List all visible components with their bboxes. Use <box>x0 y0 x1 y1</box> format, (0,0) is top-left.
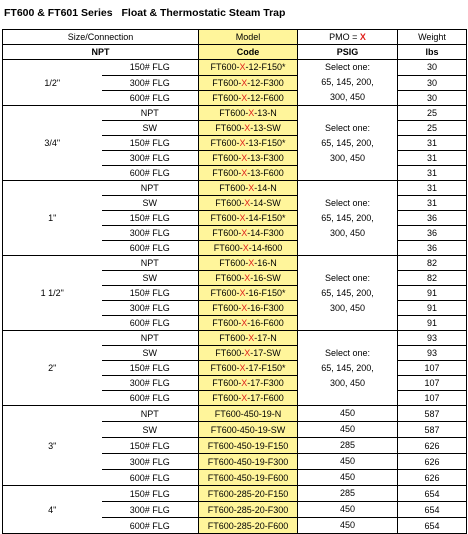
pmo-cell <box>298 331 398 346</box>
model-code-part: -17-F150* <box>245 363 286 373</box>
model-code-part: FT600-450-19-F150 <box>207 440 289 451</box>
model-code-part: -12-F300 <box>247 77 284 88</box>
pmo-x-marker: X <box>239 138 246 148</box>
pmo-cell <box>298 316 398 331</box>
connection-cell: NPT <box>102 256 199 271</box>
model-code-part: FT600- <box>210 363 240 373</box>
model-code-part: -14-N <box>254 183 277 193</box>
model-code-part: FT600- <box>215 198 245 208</box>
model-code-cell <box>199 486 298 502</box>
pmo-cell: 450 <box>298 518 398 534</box>
model-code-part: FT600- <box>210 138 240 148</box>
weight-cell: 36 <box>398 211 467 226</box>
pmo-x-marker: X <box>239 363 246 373</box>
model-code-cell <box>199 106 298 121</box>
pmo-cell <box>298 256 398 271</box>
pmo-select-text: 300, 450 <box>298 151 398 166</box>
model-code-cell <box>199 518 298 534</box>
connection-cell: 300# FLG <box>102 301 199 316</box>
pmo-select-text: 65, 145, 200, <box>298 211 398 226</box>
model-code-part: FT600- <box>215 273 245 283</box>
weight-cell: 107 <box>398 376 467 391</box>
weight-header: Weight <box>398 30 467 45</box>
pmo-x-marker: X <box>248 183 255 193</box>
model-code-part: FT600-285-20-F150 <box>207 488 289 499</box>
model-code-part: -17-SW <box>250 348 281 358</box>
model-code-cell <box>199 211 298 226</box>
pmo-x-marker: X <box>244 198 251 208</box>
model-code-part: FT600- <box>219 333 249 343</box>
model-code-part: FT600-450-19-SW <box>210 424 286 435</box>
pmo-cell <box>298 166 398 181</box>
model-code-part: FT600- <box>212 77 242 88</box>
size-cell: 3/4" <box>3 106 102 181</box>
weight-cell: 626 <box>398 454 467 470</box>
model-code-cell <box>199 151 298 166</box>
connection-cell: 150# FLG <box>102 136 199 151</box>
model-code-part: -17-F600 <box>247 393 284 403</box>
model-code-cell <box>199 331 298 346</box>
pmo-label: PMO = <box>329 32 358 42</box>
connection-cell: 150# FLG <box>102 60 199 76</box>
connection-cell: 300# FLG <box>102 454 199 470</box>
model-code-part: FT600- <box>213 243 243 253</box>
model-code-cell <box>199 241 298 256</box>
model-code-part: FT600- <box>212 303 242 313</box>
model-code-part: FT600- <box>212 168 242 178</box>
connection-cell: 150# FLG <box>102 286 199 301</box>
connection-cell: 600# FLG <box>102 166 199 181</box>
pmo-x-marker: X <box>248 108 255 118</box>
weight-cell: 91 <box>398 301 467 316</box>
pmo-cell: 450 <box>298 470 398 486</box>
connection-cell: 150# FLG <box>102 361 199 376</box>
product-description: Float & Thermostatic Steam Trap <box>121 7 286 19</box>
table-row <box>3 256 467 271</box>
weight-cell: 93 <box>398 331 467 346</box>
pmo-select-text: 65, 145, 200, <box>298 75 398 90</box>
weight-cell: 654 <box>398 518 467 534</box>
weight-cell: 91 <box>398 316 467 331</box>
model-code-cell <box>199 346 298 361</box>
weight-cell: 107 <box>398 361 467 376</box>
weight-cell: 626 <box>398 438 467 454</box>
model-code-part: FT600-450-19-F300 <box>207 456 289 467</box>
connection-cell: SW <box>102 196 199 211</box>
pmo-cell <box>298 241 398 256</box>
pmo-select-text: Select one: <box>298 121 398 136</box>
pmo-cell: 285 <box>298 486 398 502</box>
pmo-x-marker: X <box>244 273 251 283</box>
pmo-x-marker: X <box>248 333 255 343</box>
model-code-part: -16-F600 <box>247 318 284 328</box>
connection-cell: NPT <box>102 181 199 196</box>
pmo-x-marker: X <box>239 213 246 223</box>
connection-cell: SW <box>102 422 199 438</box>
model-code-part: -14-F150* <box>245 213 286 223</box>
size-cell: 2" <box>3 331 102 406</box>
pmo-select-text: 300, 450 <box>298 90 398 106</box>
pmo-x-marker: X <box>241 393 248 403</box>
model-code-part: -16-N <box>254 258 277 268</box>
pmo-cell <box>298 181 398 196</box>
pmo-x-marker: X <box>248 258 255 268</box>
table-row <box>3 486 467 502</box>
table-row <box>3 406 467 422</box>
model-code-cell <box>199 60 298 76</box>
model-code-part: FT600- <box>212 153 242 163</box>
pmo-select-text: 300, 450 <box>298 226 398 241</box>
weight-cell: 25 <box>398 106 467 121</box>
model-code-cell <box>199 196 298 211</box>
weight-cell: 654 <box>398 502 467 518</box>
model-code-part: -13-F150* <box>245 138 286 148</box>
model-code-part: -16-SW <box>250 273 281 283</box>
weight-cell: 107 <box>398 391 467 406</box>
model-code-cell <box>199 454 298 470</box>
model-code-part: -13-N <box>254 108 277 118</box>
model-code-part: -13-F300 <box>247 153 284 163</box>
pmo-select-text: 300, 450 <box>298 376 398 391</box>
connection-cell: 600# FLG <box>102 470 199 486</box>
weight-cell: 25 <box>398 121 467 136</box>
connection-cell: 600# FLG <box>102 391 199 406</box>
model-code-cell <box>199 271 298 286</box>
weight-cell: 31 <box>398 151 467 166</box>
pmo-select-text: 300, 450 <box>298 301 398 316</box>
connection-cell: 600# FLG <box>102 90 199 106</box>
model-code-cell <box>199 90 298 106</box>
connection-cell: NPT <box>102 406 199 422</box>
pmo-cell <box>298 391 398 406</box>
model-code-part: -16-F150* <box>245 288 286 298</box>
model-code-part: FT600- <box>212 92 242 103</box>
connection-cell: 300# FLG <box>102 376 199 391</box>
pmo-header <box>298 30 398 45</box>
pmo-cell: 450 <box>298 406 398 422</box>
model-code-cell <box>199 286 298 301</box>
model-code-cell <box>199 136 298 151</box>
pmo-cell: 285 <box>298 438 398 454</box>
weight-cell: 36 <box>398 226 467 241</box>
model-code-part: FT600- <box>212 393 242 403</box>
weight-cell: 36 <box>398 241 467 256</box>
model-code-part: FT600-285-20-F600 <box>207 520 289 531</box>
pmo-select-text: 65, 145, 200, <box>298 136 398 151</box>
pmo-x-marker: X <box>244 348 251 358</box>
model-code-part: FT600-450-19-F600 <box>207 472 289 483</box>
model-code-part: -14-f600 <box>248 243 283 253</box>
model-code-part: FT600-285-20-F300 <box>207 504 289 515</box>
size-cell: 1/2" <box>3 60 102 106</box>
size-cell: 4" <box>3 486 102 534</box>
connection-cell: 300# FLG <box>102 151 199 166</box>
model-code-part: FT600- <box>210 62 240 73</box>
model-code-part: -13-SW <box>250 123 281 133</box>
connection-cell: SW <box>102 121 199 136</box>
connection-cell: 600# FLG <box>102 316 199 331</box>
model-code-part: -12-F600 <box>247 92 284 103</box>
table-row <box>3 60 467 76</box>
connection-cell: 150# FLG <box>102 438 199 454</box>
model-code-part: -17-F300 <box>247 378 284 388</box>
pmo-x-marker: X <box>242 243 249 253</box>
table-body <box>3 60 467 534</box>
model-code-part: FT600- <box>215 123 245 133</box>
model-code-cell <box>199 316 298 331</box>
model-code-cell <box>199 438 298 454</box>
model-code-part: FT600- <box>212 318 242 328</box>
size-cell: 1" <box>3 181 102 256</box>
model-code-part: FT600- <box>212 228 242 238</box>
connection-cell: NPT <box>102 106 199 121</box>
pmo-select-text: Select one: <box>298 271 398 286</box>
size-cell: 3" <box>3 406 102 486</box>
lbs-subheader: lbs <box>398 45 467 60</box>
series-title: FT600 & FT601 Series <box>4 7 113 19</box>
pmo-x-marker: X <box>241 168 248 178</box>
weight-cell: 31 <box>398 181 467 196</box>
pmo-x-marker: X <box>241 228 248 238</box>
pmo-select-text: Select one: <box>298 60 398 76</box>
psig-subheader: PSIG <box>298 45 398 60</box>
pmo-select-text: 65, 145, 200, <box>298 286 398 301</box>
pmo-x-marker: X <box>241 303 248 313</box>
model-code-part: FT600- <box>219 258 249 268</box>
model-code-part: -13-F600 <box>247 168 284 178</box>
model-code-part: FT600- <box>210 288 240 298</box>
pmo-cell: 450 <box>298 454 398 470</box>
connection-cell: 600# FLG <box>102 241 199 256</box>
connection-cell: 300# FLG <box>102 502 199 518</box>
size-connection-header: Size/Connection <box>3 30 199 45</box>
pmo-x-marker: X <box>359 32 366 42</box>
pmo-cell: 450 <box>298 502 398 518</box>
weight-cell: 31 <box>398 136 467 151</box>
weight-cell: 31 <box>398 166 467 181</box>
model-code-part: FT600-450-19-N <box>214 408 282 419</box>
table-header <box>3 30 467 60</box>
weight-cell: 587 <box>398 406 467 422</box>
weight-cell: 93 <box>398 346 467 361</box>
model-code-part: -14-F300 <box>247 228 284 238</box>
weight-cell: 82 <box>398 256 467 271</box>
connection-cell: 300# FLG <box>102 226 199 241</box>
pmo-x-marker: X <box>241 92 248 103</box>
pmo-x-marker: X <box>241 153 248 163</box>
pmo-cell <box>298 106 398 121</box>
weight-cell: 30 <box>398 75 467 90</box>
model-code-cell <box>199 406 298 422</box>
header-row <box>3 30 467 45</box>
model-code-part: -12-F150* <box>245 62 286 73</box>
page-title <box>4 7 285 19</box>
product-table <box>2 29 467 534</box>
connection-cell: 300# FLG <box>102 75 199 90</box>
code-subheader: Code <box>199 45 298 60</box>
connection-cell: SW <box>102 346 199 361</box>
weight-cell: 82 <box>398 271 467 286</box>
model-code-cell <box>199 376 298 391</box>
header-subrow <box>3 45 467 60</box>
weight-cell: 91 <box>398 286 467 301</box>
model-code-cell <box>199 422 298 438</box>
weight-cell: 626 <box>398 470 467 486</box>
model-code-cell <box>199 256 298 271</box>
model-code-part: FT600- <box>210 213 240 223</box>
pmo-select-text: Select one: <box>298 346 398 361</box>
weight-cell: 30 <box>398 90 467 106</box>
connection-cell: 150# FLG <box>102 486 199 502</box>
model-header: Model <box>199 30 298 45</box>
model-code-part: FT600- <box>212 378 242 388</box>
model-code-cell <box>199 121 298 136</box>
weight-cell: 654 <box>398 486 467 502</box>
connection-cell: 600# FLG <box>102 518 199 534</box>
model-code-part: -16-F300 <box>247 303 284 313</box>
model-code-cell <box>199 470 298 486</box>
pmo-x-marker: X <box>239 62 246 73</box>
pmo-select-text: Select one: <box>298 196 398 211</box>
table-row <box>3 331 467 346</box>
pmo-cell: 450 <box>298 422 398 438</box>
model-code-cell <box>199 75 298 90</box>
weight-cell: 587 <box>398 422 467 438</box>
connection-cell: NPT <box>102 331 199 346</box>
connection-cell: SW <box>102 271 199 286</box>
table-row <box>3 106 467 121</box>
pmo-select-text: 65, 145, 200, <box>298 361 398 376</box>
model-code-cell <box>199 301 298 316</box>
npt-subheader: NPT <box>3 45 199 60</box>
weight-cell: 30 <box>398 60 467 76</box>
table-row <box>3 181 467 196</box>
connection-cell: 150# FLG <box>102 211 199 226</box>
pmo-x-marker: X <box>239 288 246 298</box>
model-code-part: FT600- <box>215 348 245 358</box>
pmo-x-marker: X <box>241 378 248 388</box>
model-code-cell <box>199 502 298 518</box>
pmo-x-marker: X <box>241 77 248 88</box>
pmo-x-marker: X <box>241 318 248 328</box>
model-code-cell <box>199 361 298 376</box>
model-code-cell <box>199 166 298 181</box>
pmo-x-marker: X <box>244 123 251 133</box>
model-code-part: FT600- <box>219 183 249 193</box>
size-cell: 1 1/2" <box>3 256 102 331</box>
model-code-cell <box>199 391 298 406</box>
model-code-part: FT600- <box>219 108 249 118</box>
model-code-part: -14-SW <box>250 198 281 208</box>
model-code-cell <box>199 226 298 241</box>
model-code-cell <box>199 181 298 196</box>
weight-cell: 31 <box>398 196 467 211</box>
model-code-part: -17-N <box>254 333 277 343</box>
